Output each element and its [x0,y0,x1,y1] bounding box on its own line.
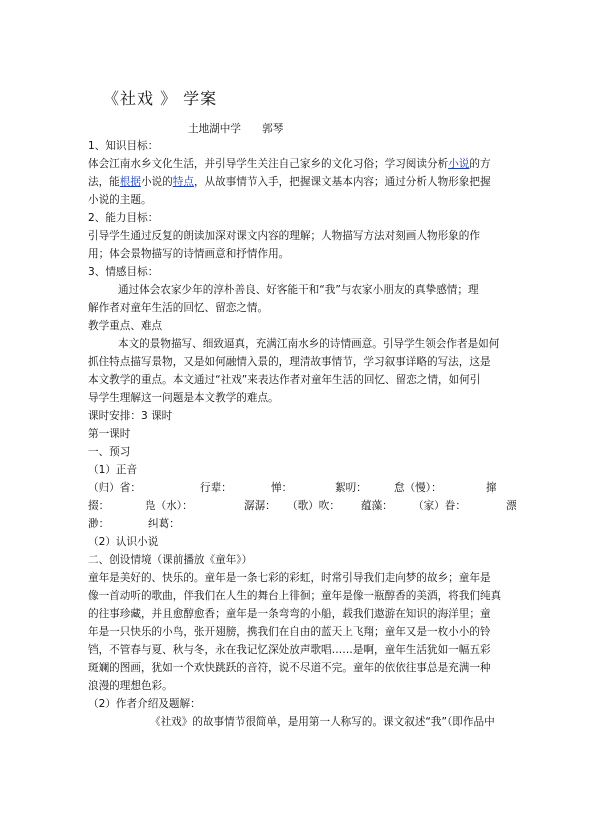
pron-item: 凫（水）： [145,500,193,512]
link-novel[interactable]: 小说 [448,158,470,170]
author-intro-heading: （2）作者介绍及题解： [88,698,201,710]
paragraph-line: 本文的景物描写、细致逼真，充满江南水乡的诗情画意。引导学生领会作者是如何 [118,338,500,350]
pron-item: 掇： [88,500,110,512]
pron-item: 渺： [88,518,110,530]
paragraph-line: 像一首动听的歌曲，伴我们在人生的舞台上徘徊；童年是像一瓶醇香的美酒，将我们纯真 [88,590,502,602]
section-heading-key-points: 教学重点、难点 [88,320,163,332]
paragraph-line: 引导学生通过反复的朗读加深对课文内容的理解；人物描写方法对刻画人物形象的作 [88,230,480,242]
pron-item: （家）眷： [413,500,466,512]
pron-item: 惮： [271,482,293,494]
paragraph-line: 通过体会农家少年的淳朴善良、好客能干和“我”与农家小朋友的真挚感情；理 [118,284,479,296]
pron-item: 纠葛： [148,518,180,530]
paragraph-line: 抓住特点描写景物，又是如何融情入景的，理清故事情节，学习叙事详略的写法，这是 [88,356,491,368]
paragraph-line: 本文教学的重点。本文通过“社戏”来表达作者对童年生活的回忆、留恋之情，如何引 [88,374,481,386]
paragraph-line: 解作者对童年生活的回忆、留恋之情。 [88,302,269,314]
section-heading-ability: 2、能力目标： [88,212,159,224]
paragraph-line: 小说的主题。 [88,194,152,206]
pronunciation-heading: （1）正音 [88,464,138,476]
pron-item: 怠（慢）： [394,482,442,494]
paragraph-line: 的往事珍藏，并且愈醇愈香；童年是一条弯弯的小船，载我们遨游在知识的海洋里；童 [88,608,491,620]
schedule-line: 课时安排：3 课时 [88,410,173,422]
paragraph-line: 导学生理解这一问题是本文教学的难点。 [88,392,279,404]
paragraph-line: 用；体会景物描写的诗情画意和抒情作用。 [88,248,290,260]
paragraph-line: 年是一只快乐的小鸟，张开翅膀，携我们在自由的蓝天上飞翔；童年又是一枚小小的铃 [88,626,491,638]
pron-item: 絮叨： [335,482,367,494]
pron-item: 行辈： [200,482,232,494]
paragraph-line: 铛，不管春与夏、秋与冬，永在我记忆深处放声歌唱……是啊，童年生活犹如一幅五彩 [88,644,491,656]
lesson-heading: 第一课时 [88,428,131,440]
link-basis[interactable]: 根据 [119,176,141,188]
pron-item: 漂 [506,500,517,512]
author-line: 土地湖中学 郭琴 [188,123,284,135]
section-heading-knowledge: 1、知识目标： [88,140,159,152]
paragraph-line: 浪漫的理想色彩。 [88,680,173,692]
novel-heading: （2）认识小说 [88,536,159,548]
page-title: 《社戏 》 学案 [103,89,218,108]
link-feature[interactable]: 特点 [172,176,194,188]
section-heading-emotion: 3、情感目标： [88,266,159,278]
intro-heading: 二、创设情境（课前播放《童年》） [88,554,253,566]
paragraph-line: 法，能根据小说的特点，从故事情节入手，把握课文基本内容；通过分析人物形象把握 [88,176,491,188]
paragraph-line: 《社戏》的故事情节很简单，是用第一人称写的。课文叙述“我”（即作品中 [150,716,495,728]
paragraph-line: 童年是美好的、快乐的。童年是一条七彩的彩虹，时常引导我们走向梦的故乡；童年是 [88,572,491,584]
pron-item: （歌）吹： [287,500,340,512]
pron-item: 潺潺： [244,500,276,512]
preview-heading: 一、预习 [88,446,131,458]
pron-item: 撺 [486,482,497,494]
pron-item: （归）省： [88,482,141,494]
paragraph-line: 斑斓的图画，犹如一个欢快跳跃的音符，说不尽道不完。童年的依依往事总是充满一种 [88,662,491,674]
pron-item: 蕴藻： [361,500,393,512]
paragraph-line: 体会江南水乡文化生活，并引导学生关注自己家乡的文化习俗；学习阅读分析小说的方 [88,158,491,170]
